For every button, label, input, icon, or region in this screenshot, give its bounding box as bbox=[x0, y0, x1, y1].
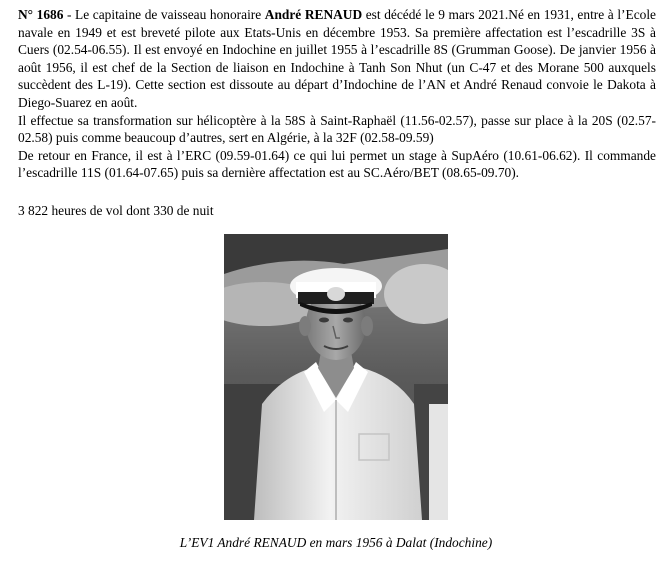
flight-hours: 3 822 heures de vol dont 330 de nuit bbox=[18, 203, 214, 218]
bio-paragraph-2: Il effectue sa transformation sur hélicoptère à la 58S à Saint-Raphaël (11.56-02.57), passe sur place à la 20S (02.57-02.58) puis comme beaucoup d’autres, sert en Algérie, à la 32F (02.58-09.59) bbox=[18, 112, 656, 146]
bio-paragraph-3: De retour en France, il est à l’ERC (09.59-01.64) ce qui lui permet un stage à SupAéro (10.61-06.62). Il commande l’escadrille 11S (01.64-07.65) puis sa dernière affectation est au SC.Aéro/BET (08.65-09.70). bbox=[18, 147, 656, 181]
photo-caption: L’EV1 André RENAUD en mars 1956 à Dalat (Indochine) bbox=[179, 535, 493, 550]
biography-text bbox=[18, 6, 656, 182]
bio-paragraph-1-rest: est décédé le 9 mars 2021.Né en 1931, entre à l’Ecole navale en 1949 et est breveté pilote aux Etats-Unis en décembre 1953. Sa première affectation est l’escadrille 3S à Cuers (02.54-06.55). Il est envoyé en Indochine en juillet 1955 à l’escadrille 8S (Grumman Goose). De janvier 1956 à août 1956, il est chef de la Section de liaison en Indochine à Tanh Son Nhut (un C-47 et des Morane 500 auxquels succèdent des L-19). Cette section est dissoute au départ d’Indochine de l’AN et André Renaud convoie le Dakota à Diego-Suarez en août. bbox=[18, 7, 656, 110]
bio-paragraph-1 bbox=[18, 6, 656, 112]
person-name: André RENAUD bbox=[264, 7, 363, 22]
portrait-photo bbox=[224, 234, 448, 520]
entry-number: N° 1686 bbox=[18, 7, 64, 22]
bio-intro: - Le capitaine de vaisseau honoraire bbox=[63, 7, 265, 22]
